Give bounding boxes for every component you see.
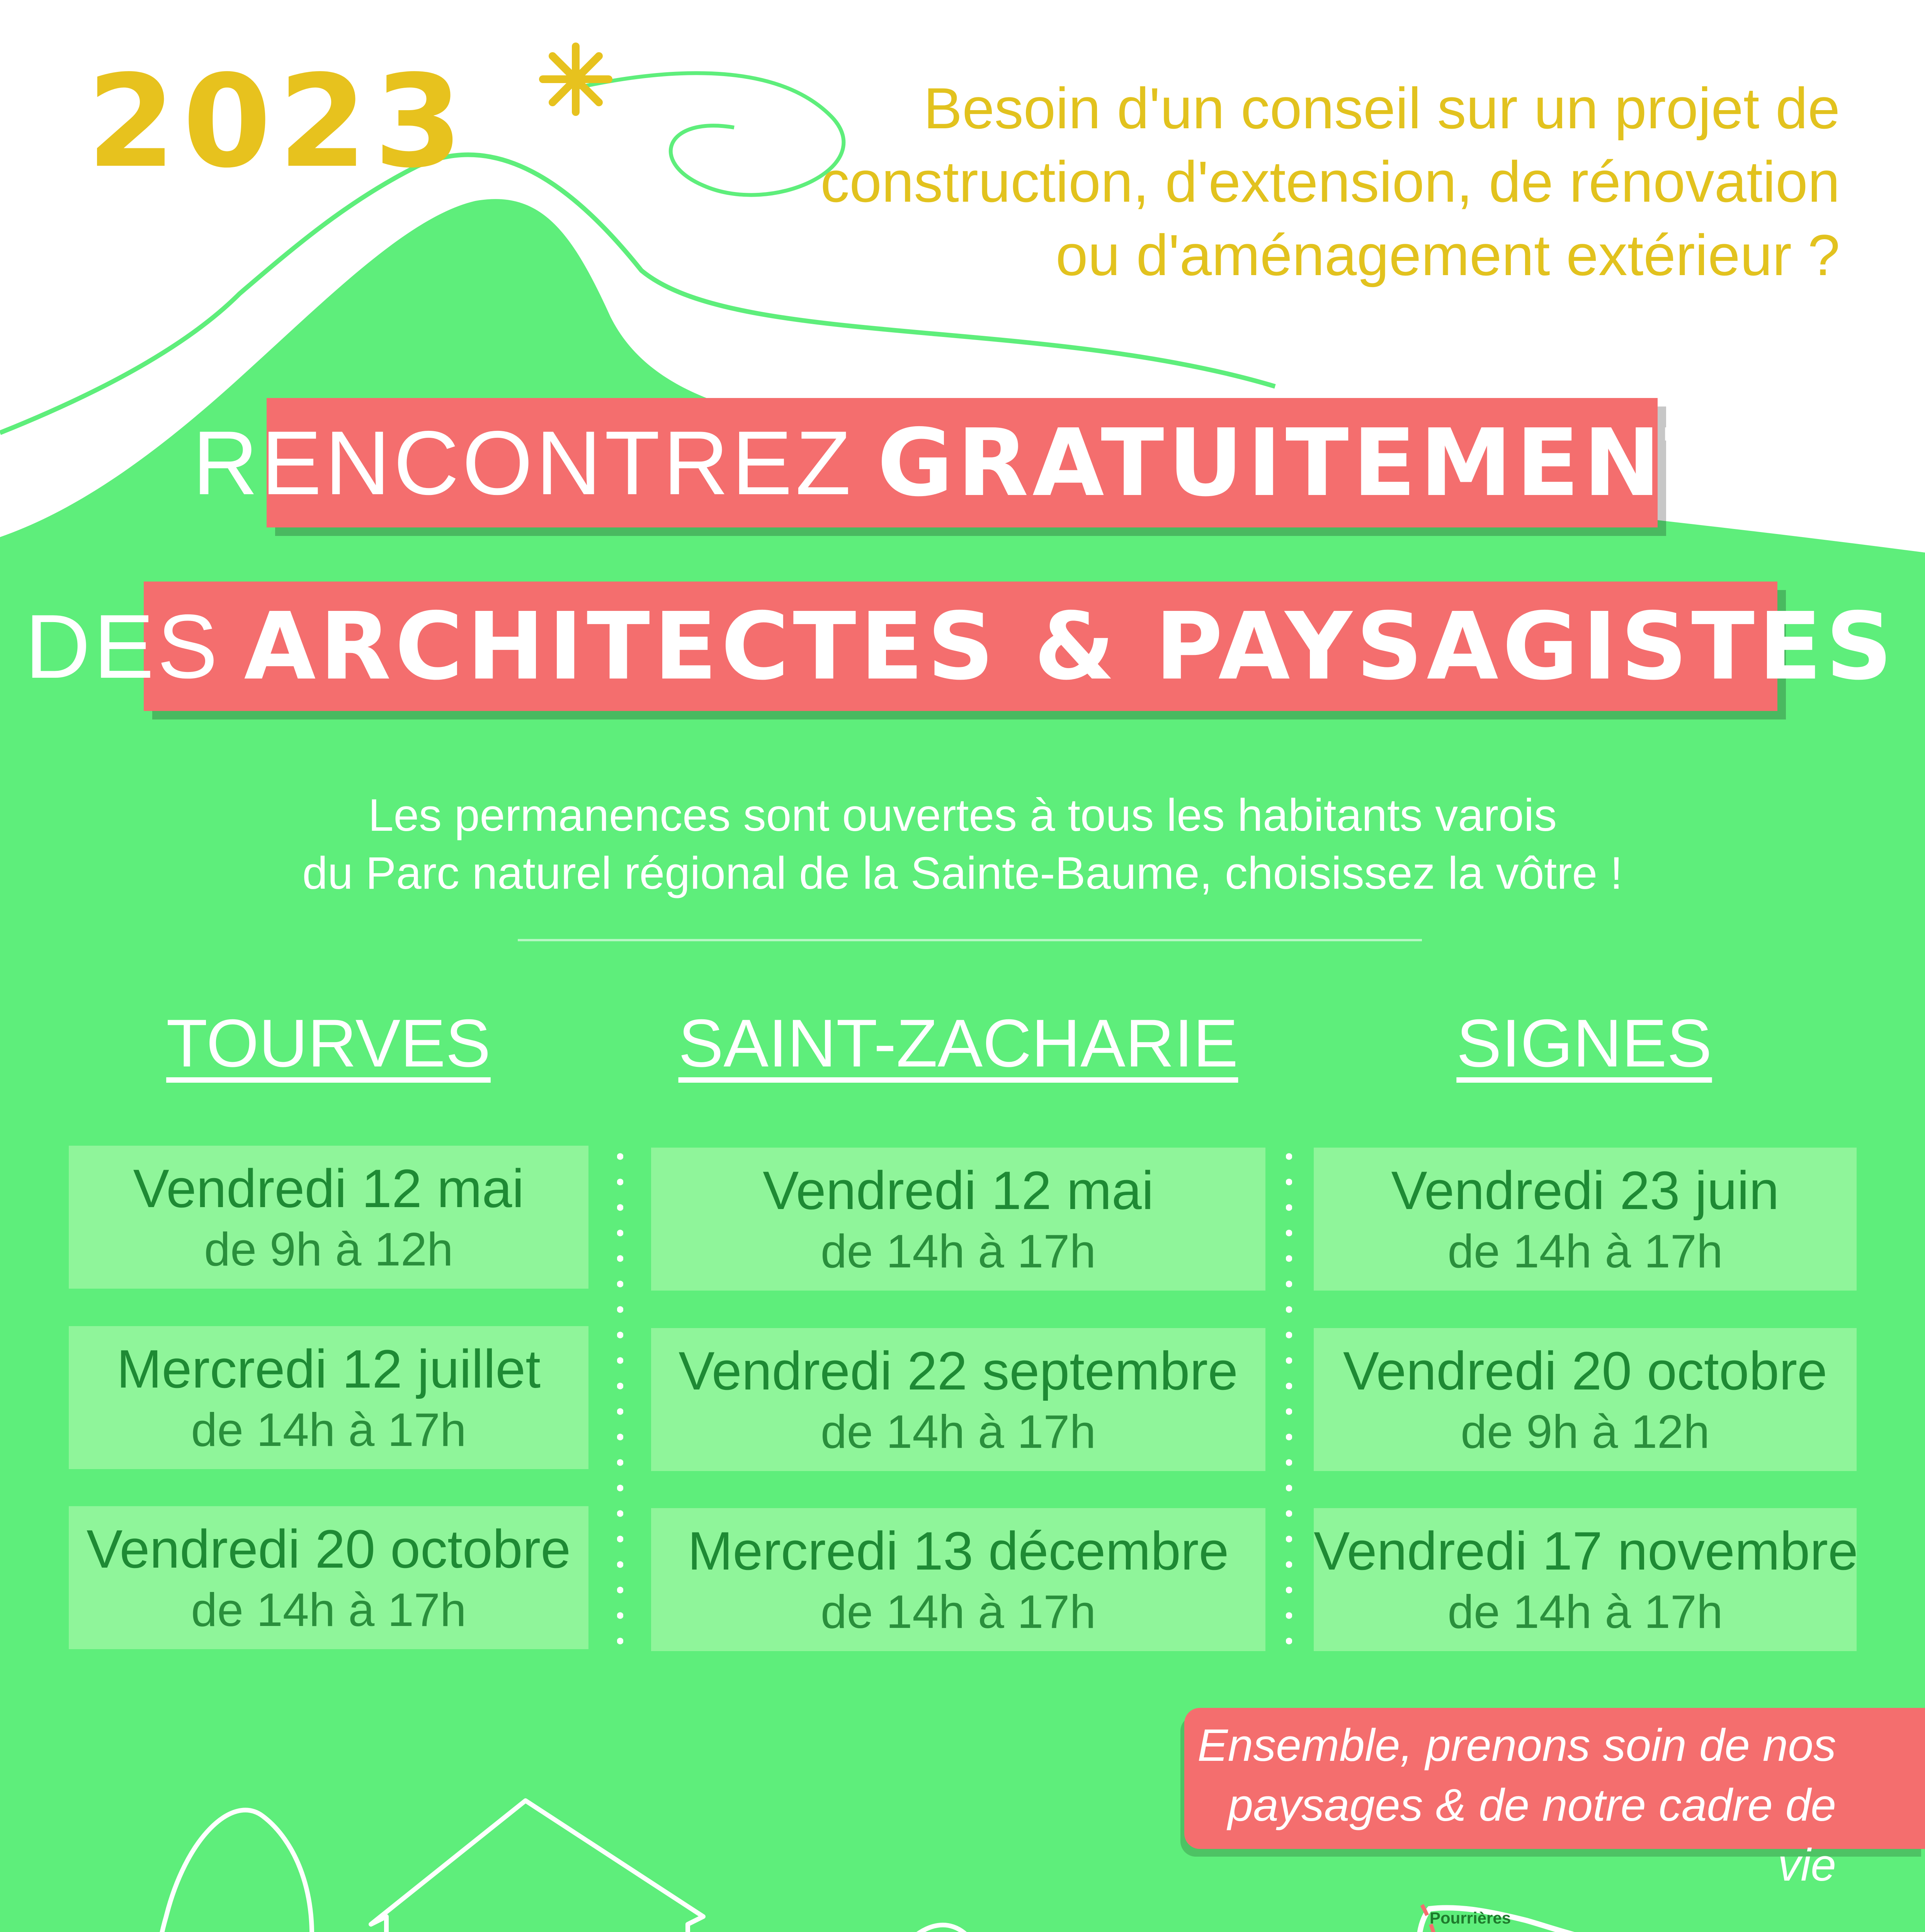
slot-saint-zacharie-2: [651, 1328, 1265, 1471]
slot-date: Mercredi 12 juillet: [116, 1338, 541, 1399]
year-label: 2023: [87, 48, 470, 196]
title-bold-2: ARCHITECTES & PAYSAGISTES: [244, 592, 1896, 701]
slot-time: de 14h à 17h: [820, 1585, 1096, 1638]
city-heading-saint-zacharie: SAINT-ZACHARIE: [678, 1006, 1238, 1081]
slot-time: de 14h à 17h: [191, 1403, 466, 1456]
slot-date: Vendredi 17 novembre: [1314, 1520, 1858, 1581]
sun-sparkle-icon: [543, 46, 609, 112]
title-banner-2: [25, 582, 1896, 711]
slot-date: Vendredi 23 juin: [1391, 1160, 1779, 1221]
slogan-banner: [1184, 1708, 1925, 1891]
slot-tourves-3: [69, 1506, 588, 1649]
slot-tourves-1: [69, 1146, 588, 1289]
question-text: Besoin d'un conseil sur un projet de construction, d'extension, de rénovation ou d'aménagement extérieur ?: [820, 76, 1840, 287]
slot-signes-1: [1314, 1148, 1857, 1291]
intro-text: Les permanences sont ouvertes à tous les habitants varois du Parc naturel régional de la Sainte-Baume, choisissez la vôtre !: [302, 790, 1623, 899]
slogan-line-1: Ensemble, prenons soin de nos: [1197, 1720, 1836, 1771]
slot-time: de 14h à 17h: [1447, 1225, 1723, 1277]
slot-time: de 14h à 17h: [1447, 1585, 1723, 1638]
slot-saint-zacharie-3: [651, 1508, 1265, 1651]
slot-date: Vendredi 12 mai: [763, 1160, 1154, 1221]
separator-line: [518, 939, 1422, 941]
slot-date: Mercredi 13 décembre: [687, 1520, 1229, 1581]
slogan-line-2: paysages & de notre cadre de vie: [1228, 1780, 1836, 1891]
slot-date: Vendredi 12 mai: [133, 1158, 524, 1219]
slot-signes-3: [1314, 1508, 1857, 1651]
title-light-1: RENCONTREZ: [192, 412, 854, 514]
slot-time: de 14h à 17h: [191, 1583, 466, 1636]
slot-time: de 9h à 12h: [204, 1223, 453, 1276]
city-heading-tourves: TOURVES: [166, 1006, 491, 1081]
slot-signes-2: [1314, 1328, 1857, 1471]
city-heading-signes: SIGNES: [1456, 1006, 1712, 1081]
title-light-2: DES: [25, 595, 221, 697]
slot-tourves-2: [69, 1326, 588, 1469]
slot-date: Vendredi 22 septembre: [679, 1340, 1238, 1401]
slot-date: Vendredi 20 octobre: [86, 1518, 571, 1579]
slot-saint-zacharie-1: [651, 1148, 1265, 1291]
title-banner-1: [192, 398, 1732, 527]
map-town: Pourrières: [1430, 1909, 1511, 1927]
slot-time: de 14h à 17h: [820, 1405, 1096, 1458]
slot-time: de 14h à 17h: [820, 1225, 1096, 1277]
slot-date: Vendredi 20 octobre: [1343, 1340, 1828, 1401]
dotted-divider: [617, 1144, 623, 1650]
title-bold-1: GRATUITEMENT: [877, 408, 1732, 517]
slot-time: de 9h à 12h: [1461, 1405, 1710, 1458]
dotted-divider: [1286, 1144, 1292, 1650]
